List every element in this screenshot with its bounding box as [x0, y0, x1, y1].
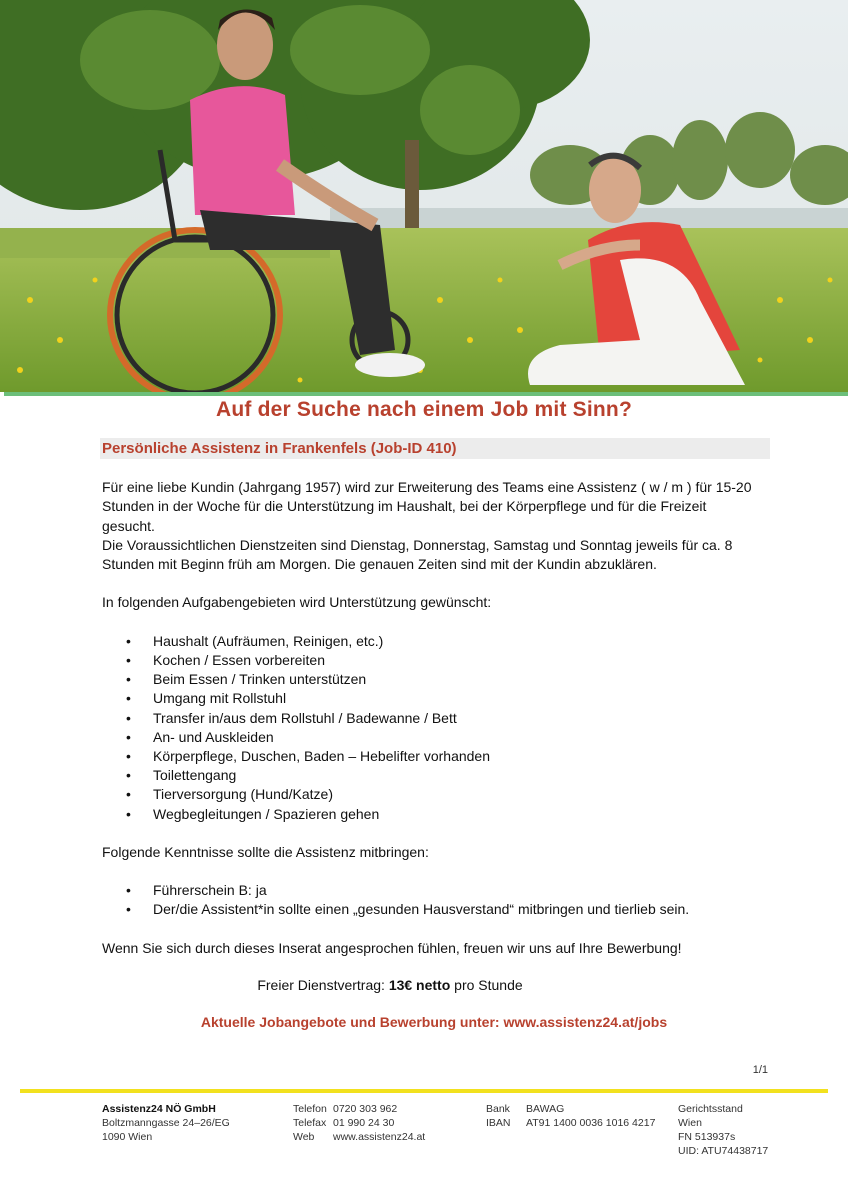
skills-intro: Folgende Kenntnisse sollte die Assistenz mitbringen:: [102, 843, 429, 860]
list-item: • Körperpflege, Duschen, Baden – Hebelifter vorhanden: [102, 747, 782, 766]
iban-value: AT91 1400 0036 1016 4217: [526, 1117, 656, 1129]
uid-number: UID: ATU74438717: [678, 1145, 769, 1157]
list-item: • Transfer in/aus dem Rollstuhl / Badewanne / Bett: [102, 709, 782, 728]
list-item: • Toilettengang: [102, 766, 782, 785]
list-item: • Umgang mit Rollstuhl: [102, 689, 782, 708]
list-item: • Beim Essen / Trinken unterstützen: [102, 670, 782, 689]
page-number: 1/1: [752, 1064, 768, 1076]
footer-legal: [678, 1102, 768, 1158]
list-item: • Tierversorgung (Hund/Katze): [102, 785, 782, 804]
list-item: • An- und Auskleiden: [102, 728, 782, 747]
fn-number: FN 513937s: [678, 1131, 736, 1143]
hero-photo: [0, 0, 848, 392]
list-item: • Führerschein B: ja: [102, 881, 782, 900]
list-item: • Haushalt (Aufräumen, Reinigen, etc.): [102, 632, 782, 651]
list-item: • Wegbegleitungen / Spazieren gehen: [102, 805, 782, 824]
court-city: Wien: [678, 1117, 702, 1129]
intro-line: Stunden in der Woche für die Unterstützung im Haushalt, bei der Körperpflege und für die Freizeit: [102, 498, 707, 515]
list-item: • Kochen / Essen vorbereiten: [102, 651, 782, 670]
bank-label: Bank: [486, 1103, 510, 1115]
apply-link[interactable]: Aktuelle Jobangebote und Bewerbung unter: www.assistenz24.at/jobs: [200, 1014, 668, 1030]
list-item: • Der/die Assistent*in sollte einen „gesunden Hausverstand“ mitbringen und tierlieb sein.: [102, 900, 782, 919]
iban-label: IBAN: [486, 1117, 511, 1129]
bank-name: BAWAG: [526, 1103, 565, 1115]
intro-line: Stunden mit Beginn früh am Morgen. Die genauen Zeiten sind mit der Kundin abzuklären.: [102, 556, 657, 573]
company-city: 1090 Wien: [102, 1131, 153, 1143]
footer-bank: [486, 1102, 655, 1130]
company-street: Boltzmanngasse 24–26/EG: [102, 1117, 230, 1129]
footer-company: [102, 1102, 230, 1144]
phone-label: Telefon: [293, 1103, 327, 1115]
phone-number[interactable]: 0720 303 962: [333, 1103, 398, 1115]
company-name: Assistenz24 NÖ GmbH: [102, 1103, 216, 1115]
hero-illustration: [0, 0, 848, 392]
contract-info: [0, 977, 780, 993]
footer-contact: [293, 1102, 425, 1144]
job-title: Persönliche Assistenz in Frankenfels (Job-ID 410): [100, 438, 770, 459]
web-link[interactable]: www.assistenz24.at: [333, 1131, 426, 1143]
fax-label: Telefax: [293, 1117, 327, 1129]
contract-prefix: Freier Dienstvertrag:: [257, 977, 389, 993]
headline: Auf der Suche nach einem Job mit Sinn?: [216, 398, 632, 421]
tasks-intro: In folgenden Aufgabengebieten wird Unterstützung gewünscht:: [102, 594, 492, 611]
skills-list: [102, 881, 782, 919]
closing-text: Wenn Sie sich durch dieses Inserat angesprochen fühlen, freuen wir uns auf Ihre Bewerbung!: [102, 939, 682, 956]
contract-amount: 13€ netto: [388, 977, 451, 993]
tasks-list: [102, 632, 782, 824]
intro-line: Für eine liebe Kundin (Jahrgang 1957) wird zur Erweiterung des Teams eine Assistenz ( w / m ) für 15-20: [102, 479, 752, 495]
contract-suffix: pro Stunde: [450, 977, 523, 993]
green-divider: [4, 392, 848, 396]
court-label: Gerichtsstand: [678, 1103, 743, 1115]
intro-line: gesucht.: [102, 517, 155, 534]
job-description: [102, 478, 782, 958]
yellow-divider: [20, 1089, 828, 1093]
fax-number: 01 990 24 30: [333, 1117, 395, 1129]
web-label: Web: [293, 1131, 315, 1143]
intro-line: Die Voraussichtlichen Dienstzeiten sind Dienstag, Donnerstag, Samstag und Sonntag jeweils für ca. 8: [102, 536, 733, 553]
